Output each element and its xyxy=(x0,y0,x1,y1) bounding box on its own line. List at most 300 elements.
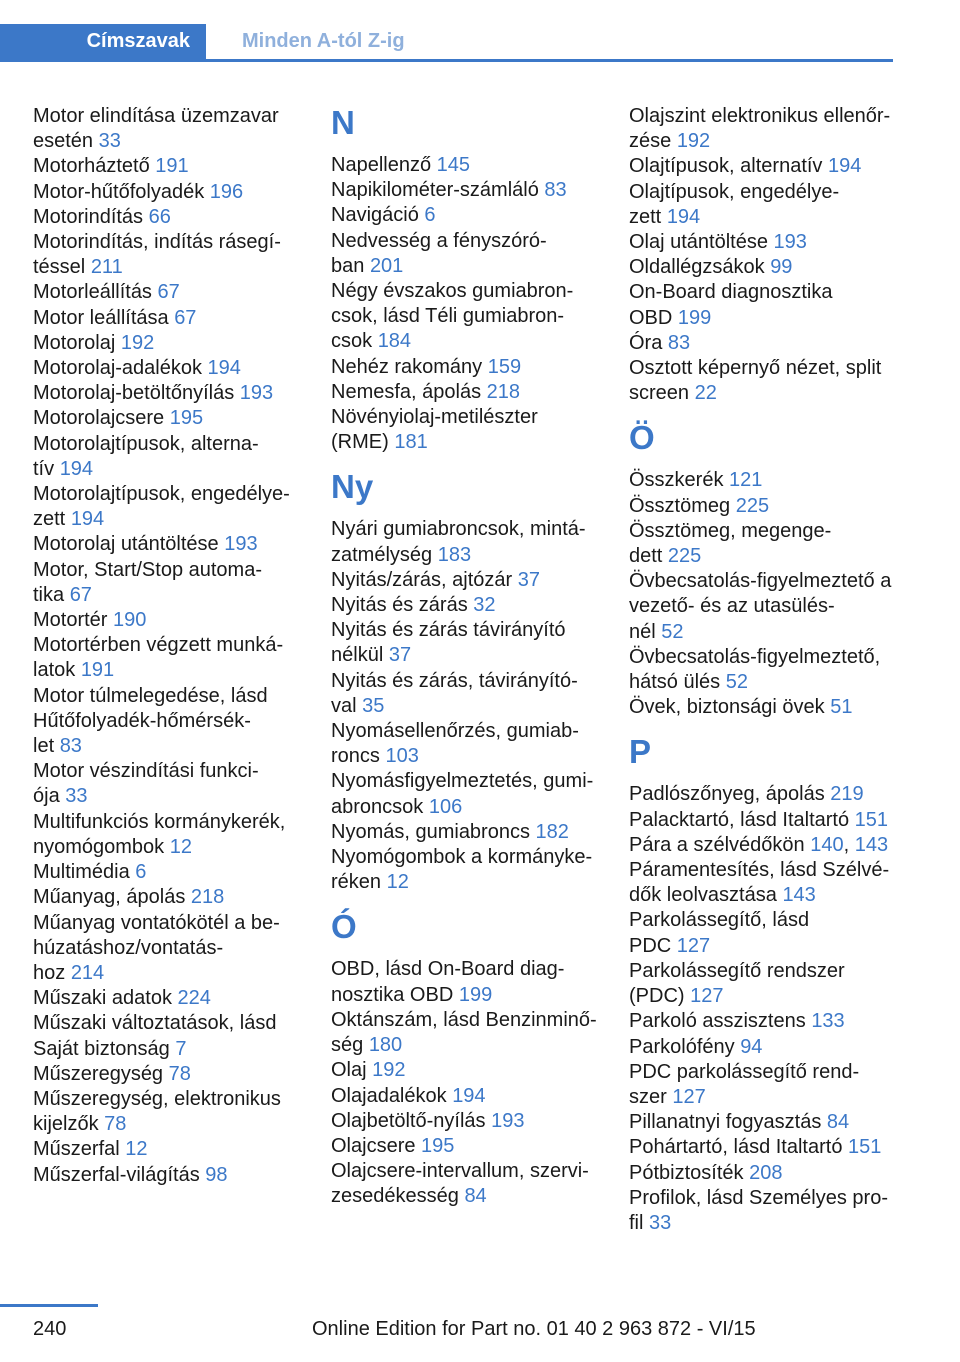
tab-bar xyxy=(0,24,960,62)
entry-text xyxy=(33,356,301,381)
page-link[interactable]: 12 xyxy=(169,835,192,858)
entry-term: Osztott képernyő nézet, split xyxy=(629,357,882,380)
page-link[interactable]: 191 xyxy=(80,659,115,682)
footer-edition-text: Online Edition for Part no. 01 40 2 963 872 - VI/15 xyxy=(312,1318,756,1340)
index-entry xyxy=(629,569,901,645)
entry-text xyxy=(33,684,301,709)
entry-term: Parkolássegítő rendszer xyxy=(629,959,845,982)
entry-term: Nyitás/zárás, ajtózár xyxy=(331,568,513,591)
page-link[interactable]: 194 xyxy=(828,155,862,178)
entry-text xyxy=(629,1161,901,1186)
index-entry xyxy=(629,1161,901,1186)
entry-text xyxy=(33,885,301,910)
entry-term: zesedékesség xyxy=(331,1185,459,1208)
entry-term: (RME) xyxy=(331,431,389,454)
entry-text xyxy=(629,1110,901,1135)
entry-term: Motor vészindítási funkci- xyxy=(33,760,259,783)
index-entry xyxy=(33,381,301,406)
entry-term: nélkül xyxy=(331,644,384,667)
entry-text xyxy=(629,255,901,280)
index-entry xyxy=(33,860,301,885)
entry-text xyxy=(629,620,901,645)
entry-text xyxy=(33,507,301,532)
index-entry xyxy=(33,911,301,987)
entry-term: réken xyxy=(331,871,382,894)
page-link[interactable]: 182 xyxy=(535,820,569,843)
entry-term: Nyitás és zárás távirányító xyxy=(331,619,566,642)
entry-text xyxy=(331,983,599,1008)
entry-term: Műanyag, ápolás xyxy=(33,886,186,909)
index-entry xyxy=(629,230,901,255)
entry-term: Műszaki adatok xyxy=(33,987,172,1010)
entry-term: Motorindítás xyxy=(33,205,144,228)
page-link[interactable]: 7 xyxy=(175,1037,187,1060)
entry-text xyxy=(331,1109,599,1134)
page-link[interactable]: 199 xyxy=(458,983,493,1006)
page-link[interactable]: 127 xyxy=(690,985,724,1008)
entry-term: val xyxy=(331,694,357,717)
entry-text xyxy=(331,380,599,405)
entry-text xyxy=(629,808,901,833)
entry-term: Nyomás, gumiabroncs xyxy=(331,820,530,843)
entry-term: Olaj utántöltése xyxy=(629,231,768,254)
entry-text xyxy=(629,180,901,205)
section-letter: Ó xyxy=(331,908,357,946)
entry-term: Össztömeg, megenge- xyxy=(629,519,832,542)
entry-term: Műszaki változtatások, lásd xyxy=(33,1012,277,1035)
page-link[interactable]: 151 xyxy=(848,1136,882,1159)
entry-text xyxy=(331,870,599,895)
entry-text xyxy=(33,180,301,205)
entry-text xyxy=(331,694,599,719)
entry-text xyxy=(331,845,599,870)
entry-text xyxy=(33,709,301,734)
entry-text xyxy=(629,205,901,230)
entry-term: Olajtípusok, engedélye- xyxy=(629,180,840,203)
page-link[interactable]: 67 xyxy=(69,583,92,606)
entry-text xyxy=(33,860,301,885)
page-link[interactable]: 218 xyxy=(190,886,225,909)
page-link[interactable]: 190 xyxy=(113,609,147,632)
entry-text xyxy=(33,936,301,961)
index-entry xyxy=(629,808,901,833)
entry-text xyxy=(629,280,901,305)
index-entry xyxy=(33,331,301,356)
index-entry xyxy=(629,858,901,908)
page-link[interactable]: 208 xyxy=(749,1161,783,1184)
entry-term: Pillanatnyi fogyasztás xyxy=(629,1111,822,1134)
section-letter: Ny xyxy=(331,468,374,506)
entry-term: Nedvesség a fényszóró- xyxy=(331,229,547,252)
page-link[interactable]: 78 xyxy=(168,1062,191,1085)
entry-text xyxy=(33,129,301,154)
page-link[interactable]: 196 xyxy=(209,180,244,203)
index-entry xyxy=(629,1035,901,1060)
index-entry xyxy=(331,1109,599,1134)
index-entry xyxy=(629,280,901,330)
page-link[interactable]: 140 xyxy=(810,833,844,856)
page-link[interactable]: 193 xyxy=(773,231,807,254)
index-entry xyxy=(331,1134,599,1159)
index-entry xyxy=(33,986,301,1011)
page-link[interactable]: 127 xyxy=(676,934,711,957)
page-link[interactable]: 33 xyxy=(65,785,88,808)
page-link[interactable]: 192 xyxy=(676,130,711,153)
entry-term: Profilok, lásd Személyes pro- xyxy=(629,1186,888,1209)
entry-text xyxy=(33,633,301,658)
page-link[interactable]: 33 xyxy=(649,1211,672,1234)
index-entry xyxy=(629,468,901,493)
page-link[interactable]: 78 xyxy=(104,1113,127,1136)
page-link[interactable]: 218 xyxy=(486,380,521,403)
page-link[interactable]: 127 xyxy=(672,1085,706,1108)
entry-term: Multimédia xyxy=(33,861,130,884)
entry-term: hátsó ülés xyxy=(629,671,721,694)
entry-term: szer xyxy=(629,1085,667,1108)
tab-underline xyxy=(0,59,893,62)
entry-term: Pótbiztosíték xyxy=(629,1161,744,1184)
entry-text xyxy=(331,568,599,593)
page-link[interactable]: 192 xyxy=(120,331,155,354)
page-link[interactable]: 6 xyxy=(424,204,436,227)
page-link[interactable]: 84 xyxy=(826,1111,850,1134)
entry-term: On-Board diagnosztika xyxy=(629,281,833,304)
index-entry xyxy=(331,568,599,593)
entry-text xyxy=(331,1134,599,1159)
entry-text xyxy=(33,583,301,608)
entry-text xyxy=(33,104,301,129)
index-entry xyxy=(33,558,301,608)
index-entry xyxy=(33,532,301,557)
entry-term: csok xyxy=(331,330,373,353)
entry-text xyxy=(629,670,901,695)
index-entry xyxy=(33,885,301,910)
entry-text xyxy=(629,544,901,569)
index-column-1 xyxy=(33,104,301,1188)
page-link[interactable]: 151 xyxy=(854,808,889,831)
entry-term: Övek, biztonsági övek xyxy=(629,696,825,719)
page-link[interactable]: 6 xyxy=(135,861,147,884)
entry-term: Napikilométer-számláló xyxy=(331,179,539,202)
page-link[interactable]: 66 xyxy=(148,205,171,228)
entry-term: Parkolássegítő, lásd xyxy=(629,909,810,932)
page-link[interactable]: 94 xyxy=(740,1035,763,1058)
entry-term: roncs xyxy=(331,745,380,768)
page-link[interactable]: 145 xyxy=(436,154,471,176)
page-link[interactable]: 12 xyxy=(125,1138,148,1161)
page-link[interactable]: 193 xyxy=(239,382,274,405)
page-link[interactable]: 194 xyxy=(452,1084,486,1107)
entry-text xyxy=(331,329,599,354)
entry-text xyxy=(629,883,901,908)
entry-text xyxy=(33,986,301,1011)
entry-term: Nyitás és zárás xyxy=(331,594,468,617)
entry-text xyxy=(33,1062,301,1087)
page-link[interactable]: 180 xyxy=(368,1034,403,1057)
entry-text xyxy=(331,279,599,304)
entry-term: nosztika OBD xyxy=(331,983,454,1006)
entry-text xyxy=(331,1058,599,1083)
entry-term: Óra xyxy=(629,331,663,354)
entry-text xyxy=(33,810,301,835)
page-link[interactable]: 33 xyxy=(98,130,121,153)
entry-term: Négy évszakos gumiabron- xyxy=(331,280,574,303)
entry-term: Nemesfa, ápolás xyxy=(331,380,482,403)
entry-term: ója xyxy=(33,785,60,808)
entry-text xyxy=(33,759,301,784)
page-link[interactable]: 219 xyxy=(830,783,864,806)
index-entry xyxy=(629,782,901,807)
index-columns xyxy=(33,104,903,1264)
entry-term: Olajtípusok, alternatív xyxy=(629,155,823,178)
page-link[interactable]: 121 xyxy=(729,469,763,492)
entry-term: Multifunkciós kormánykerék, xyxy=(33,810,286,833)
entry-text xyxy=(629,984,901,1009)
page-link[interactable]: 83 xyxy=(667,331,691,354)
entry-term: zett xyxy=(629,205,662,228)
index-entry xyxy=(33,306,301,331)
index-entry xyxy=(331,618,599,668)
page-link[interactable]: 35 xyxy=(362,694,385,717)
page-link[interactable]: 133 xyxy=(811,1010,845,1033)
entry-text xyxy=(629,782,901,807)
entry-term: Napellenző xyxy=(331,154,432,176)
entry-term: PDC parkolássegítő rend- xyxy=(629,1060,860,1083)
entry-text xyxy=(629,934,901,959)
index-entry xyxy=(331,355,599,380)
tab-cimszavak[interactable]: Címszavak xyxy=(0,24,206,59)
section-letter: N xyxy=(331,104,355,141)
entry-text xyxy=(331,1184,599,1209)
entry-text xyxy=(33,306,301,331)
entry-term: Nyári gumiabroncsok, mintá- xyxy=(331,518,586,541)
page-link[interactable]: 191 xyxy=(155,155,189,178)
entry-term: Motortér xyxy=(33,609,108,632)
index-entry xyxy=(33,482,301,532)
page-link[interactable]: 201 xyxy=(369,254,404,277)
page-link[interactable]: 98 xyxy=(205,1163,228,1186)
entry-text xyxy=(629,356,901,381)
entry-text xyxy=(33,961,301,986)
entry-text xyxy=(33,1087,301,1112)
page-link[interactable]: 195 xyxy=(421,1134,455,1157)
index-entry xyxy=(629,154,901,179)
page-link[interactable]: 51 xyxy=(830,696,853,719)
page-link[interactable]: 12 xyxy=(386,871,409,894)
index-entry xyxy=(629,180,901,230)
entry-term: zatmélység xyxy=(331,543,433,566)
index-entry xyxy=(331,1058,599,1083)
entry-term: latok xyxy=(33,659,76,682)
page-link[interactable]: 193 xyxy=(224,533,258,556)
entry-term: Műszerfal-világítás xyxy=(33,1163,200,1186)
entry-text xyxy=(331,593,599,618)
index-entry xyxy=(33,230,301,280)
entry-text xyxy=(331,405,599,430)
page-link[interactable]: 67 xyxy=(157,281,180,304)
entry-text xyxy=(33,1011,301,1036)
index-entry xyxy=(33,608,301,633)
page-link[interactable]: 214 xyxy=(70,961,105,984)
entry-text xyxy=(629,104,901,129)
entry-text xyxy=(331,543,599,568)
page-link[interactable]: 32 xyxy=(473,594,496,617)
entry-term: OBD xyxy=(629,306,673,329)
entry-text xyxy=(331,153,599,178)
entry-text xyxy=(331,1159,599,1184)
page-link[interactable]: 225 xyxy=(735,494,770,517)
page-link[interactable]: 159 xyxy=(487,355,522,378)
index-entry xyxy=(629,833,901,858)
index-entry xyxy=(331,769,599,819)
index-entry xyxy=(629,104,901,154)
index-entry xyxy=(33,154,301,179)
entry-text xyxy=(331,669,599,694)
index-entry xyxy=(331,153,599,178)
entry-text xyxy=(331,795,599,820)
page-link[interactable]: 224 xyxy=(177,987,211,1010)
index-entry xyxy=(331,229,599,279)
page-link[interactable]: 143 xyxy=(782,884,816,907)
page-link[interactable]: 99 xyxy=(770,256,793,279)
index-entry xyxy=(331,405,599,455)
index-entry xyxy=(33,1087,301,1137)
index-column-3 xyxy=(629,104,901,1236)
index-entry xyxy=(331,669,599,719)
page-link[interactable]: 225 xyxy=(667,545,702,568)
index-entry xyxy=(331,1159,599,1209)
index-entry xyxy=(33,1011,301,1061)
page-link[interactable]: 67 xyxy=(174,306,197,329)
entry-text xyxy=(33,381,301,406)
entry-text xyxy=(33,911,301,936)
entry-term: csok, lásd Téli gumiabron- xyxy=(331,305,565,328)
section-letter: P xyxy=(629,733,652,771)
entry-term: Nyomásfigyelmeztetés, gumi- xyxy=(331,770,594,793)
page-link[interactable]: 181 xyxy=(394,431,428,454)
entry-text xyxy=(331,178,599,203)
index-entry xyxy=(331,845,599,895)
entry-term: Összkerék xyxy=(629,469,724,492)
entry-term: abroncsok xyxy=(331,795,424,818)
entry-text xyxy=(331,820,599,845)
index-entry xyxy=(331,957,599,1007)
entry-term: ban xyxy=(331,254,365,277)
entry-term: Navigáció xyxy=(331,204,419,227)
entry-term: zett xyxy=(33,508,66,531)
index-entry xyxy=(33,104,301,154)
entry-text xyxy=(331,254,599,279)
page-link[interactable]: 199 xyxy=(677,306,712,329)
index-entry xyxy=(629,1060,901,1110)
page-link[interactable]: 84 xyxy=(464,1185,487,1208)
entry-text xyxy=(331,618,599,643)
entry-text xyxy=(33,734,301,759)
entry-text xyxy=(331,304,599,329)
page-link[interactable]: 194 xyxy=(70,508,105,531)
page-number: 240 xyxy=(33,1318,67,1340)
tab-minden-a-z[interactable]: Minden A-tól Z-ig xyxy=(242,30,405,52)
page-link[interactable]: 195 xyxy=(169,407,204,430)
index-entry xyxy=(629,255,901,280)
entry-text xyxy=(331,229,599,254)
page-link[interactable]: 52 xyxy=(725,671,748,694)
entry-text xyxy=(629,695,901,720)
page-link[interactable]: 194 xyxy=(207,357,241,380)
index-entry xyxy=(629,1110,901,1135)
entry-term: tív xyxy=(33,457,55,480)
entry-term: Nyomásellenőrzés, gumiab- xyxy=(331,720,579,743)
entry-term: Pohártartó, lásd Italtartó xyxy=(629,1136,843,1159)
page-link[interactable]: 143 xyxy=(854,833,889,856)
entry-text xyxy=(331,1008,599,1033)
entry-term: Oktánszám, lásd Benzinminő- xyxy=(331,1008,597,1031)
page-link[interactable]: 103 xyxy=(385,745,419,768)
page-link[interactable]: 211 xyxy=(90,256,123,279)
entry-term: Növényiolaj-metilészter xyxy=(331,406,538,429)
entry-text xyxy=(33,280,301,305)
page-link[interactable]: 192 xyxy=(372,1059,406,1082)
page-link[interactable]: 22 xyxy=(694,382,717,405)
index-entry xyxy=(629,908,901,958)
entry-text xyxy=(629,331,901,356)
entry-text xyxy=(33,205,301,230)
entry-term: (PDC) xyxy=(629,985,685,1008)
index-entry xyxy=(331,593,599,618)
entry-text xyxy=(331,643,599,668)
section-letter: Ö xyxy=(629,419,655,457)
entry-term: screen xyxy=(629,382,690,405)
entry-term: Műszeregység xyxy=(33,1062,164,1085)
entry-term: Saját biztonság xyxy=(33,1037,170,1060)
entry-term: Nyomógombok a kormányke- xyxy=(331,846,593,869)
entry-term: Motorolaj-adalékok xyxy=(33,357,202,380)
index-entry xyxy=(629,1009,901,1034)
entry-term: dett xyxy=(629,545,663,568)
page-link[interactable]: 37 xyxy=(388,644,412,667)
page-link[interactable]: 183 xyxy=(437,543,472,566)
entry-term: tika xyxy=(33,583,65,606)
index-column-2 xyxy=(331,104,599,1210)
index-entry xyxy=(629,959,901,1009)
page-link[interactable]: 83 xyxy=(59,735,82,758)
index-entry xyxy=(33,205,301,230)
entry-text xyxy=(629,1009,901,1034)
entry-text xyxy=(33,1112,301,1137)
page-link[interactable]: 37 xyxy=(517,568,540,591)
page-link[interactable]: 184 xyxy=(377,330,412,353)
page-link[interactable]: 83 xyxy=(544,179,567,202)
page-link[interactable]: 194 xyxy=(666,205,701,228)
entry-term: esetén xyxy=(33,130,94,153)
entry-text xyxy=(629,1035,901,1060)
entry-term: Motorolaj-betöltőnyílás xyxy=(33,382,235,405)
entry-text xyxy=(331,719,599,744)
entry-term: Motor-hűtőfolyadék xyxy=(33,180,205,203)
page-link[interactable]: 106 xyxy=(428,795,463,818)
entry-text xyxy=(629,494,901,519)
entry-term: dők leolvasztása xyxy=(629,884,777,907)
entry-text xyxy=(629,1186,901,1211)
entry-text xyxy=(629,381,901,406)
page-link[interactable]: 193 xyxy=(491,1109,525,1132)
footer-accent-line xyxy=(0,1304,98,1307)
page-link[interactable]: 194 xyxy=(59,457,94,480)
entry-term: Motorindítás, indítás rásegí- xyxy=(33,231,281,254)
index-entry xyxy=(331,178,599,203)
entry-text xyxy=(629,468,901,493)
page-link[interactable]: 52 xyxy=(661,620,684,643)
